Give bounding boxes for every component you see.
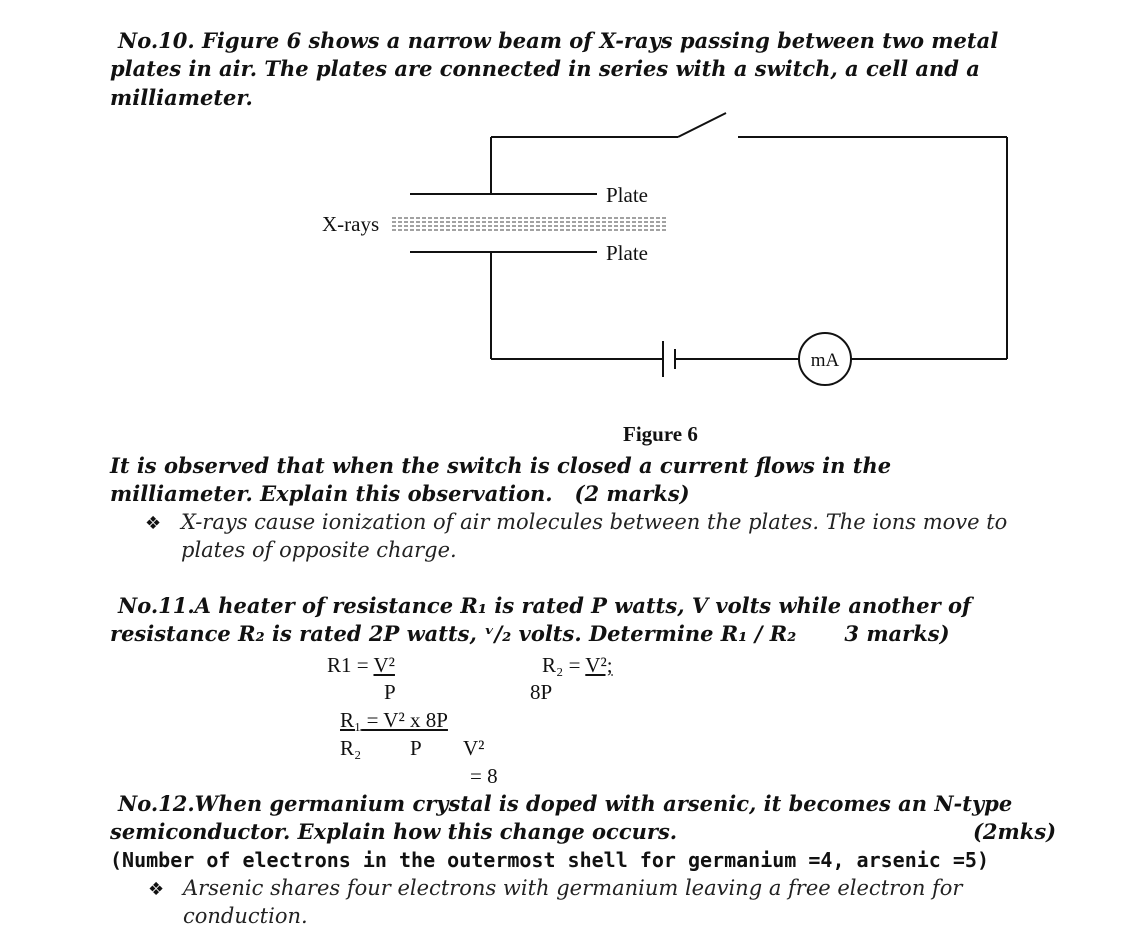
bullet-icon: ❖	[145, 513, 162, 534]
switch-icon	[678, 113, 726, 137]
q10-question-line1: It is observed that when the switch is closed a current flows in the	[110, 453, 892, 478]
q10-line1: No.10. Figure 6 shows a narrow beam of X-rays passing between two metal	[118, 28, 999, 53]
plate-bottom-label: Plate	[606, 241, 648, 265]
circuit-diagram	[0, 0, 1133, 420]
q12-question-text: semiconductor. Explain how this change occurs.	[110, 819, 678, 844]
plate-top-label: Plate	[606, 183, 648, 207]
r1-equation	[327, 653, 395, 677]
r2-equation	[542, 653, 613, 677]
r2-numerator: V²;	[585, 653, 613, 677]
ratio-result: = 8	[470, 764, 498, 788]
bullet-icon: ❖	[148, 879, 165, 900]
q12-marks: (2mks)	[973, 819, 1057, 844]
q10-question-line2	[110, 480, 1100, 508]
ratio-denominator: R₂	[340, 736, 362, 760]
q10-answer-line1: X-rays cause ionization of air molecules between the plates. The ions move to	[181, 510, 1008, 534]
q11-question-text: resistance R₂ is rated 2P watts, ᵛ/₂ volts. Determine R₁ / R₂	[110, 621, 797, 646]
r2-denominator: 8P	[530, 680, 553, 704]
r1-numerator: V²	[373, 653, 395, 677]
q11-marks: 3 marks)	[844, 621, 950, 646]
q10-question-text: milliameter. Explain this observation.	[110, 481, 553, 506]
q12-line3: (Number of electrons in the outermost shell for germanium =4, arsenic =5)	[110, 848, 989, 872]
figure-caption: Figure 6	[623, 422, 698, 446]
ratio-equation	[340, 708, 448, 732]
r1-denominator: P	[384, 680, 396, 704]
q11-line1: No.11.A heater of resistance R₁ is rated P watts, V volts while another of	[118, 593, 972, 618]
q11-line2	[110, 620, 1100, 648]
q12-answer-line1: Arsenic shares four electrons with germanium leaving a free electron for	[183, 876, 963, 900]
ratio-denominator-v: V²	[463, 736, 485, 760]
q10-answer-line2: plates of opposite charge.	[181, 538, 457, 562]
q10-line2: plates in air. The plates are connected in series with a switch, a cell and a	[110, 56, 980, 81]
q10-marks: (2 marks)	[574, 481, 690, 506]
xray-label: X-rays	[322, 212, 380, 236]
q12-answer-line2: conduction.	[183, 904, 308, 928]
meter-label: mA	[810, 350, 840, 371]
r1-lhs: R1 =	[327, 653, 374, 677]
ratio-expression: = V² x 8P	[361, 708, 448, 732]
q12-line1: No.12.When germanium crystal is doped with arsenic, it becomes an N-type	[118, 791, 1013, 816]
q12-line2	[110, 818, 1100, 846]
ratio-numerator: R₁	[340, 708, 362, 732]
ratio-denominator-p: P	[410, 736, 422, 760]
xray-beam	[392, 218, 668, 230]
r2-lhs: R₂ =	[542, 653, 586, 677]
q10-line3: milliameter.	[110, 85, 253, 110]
